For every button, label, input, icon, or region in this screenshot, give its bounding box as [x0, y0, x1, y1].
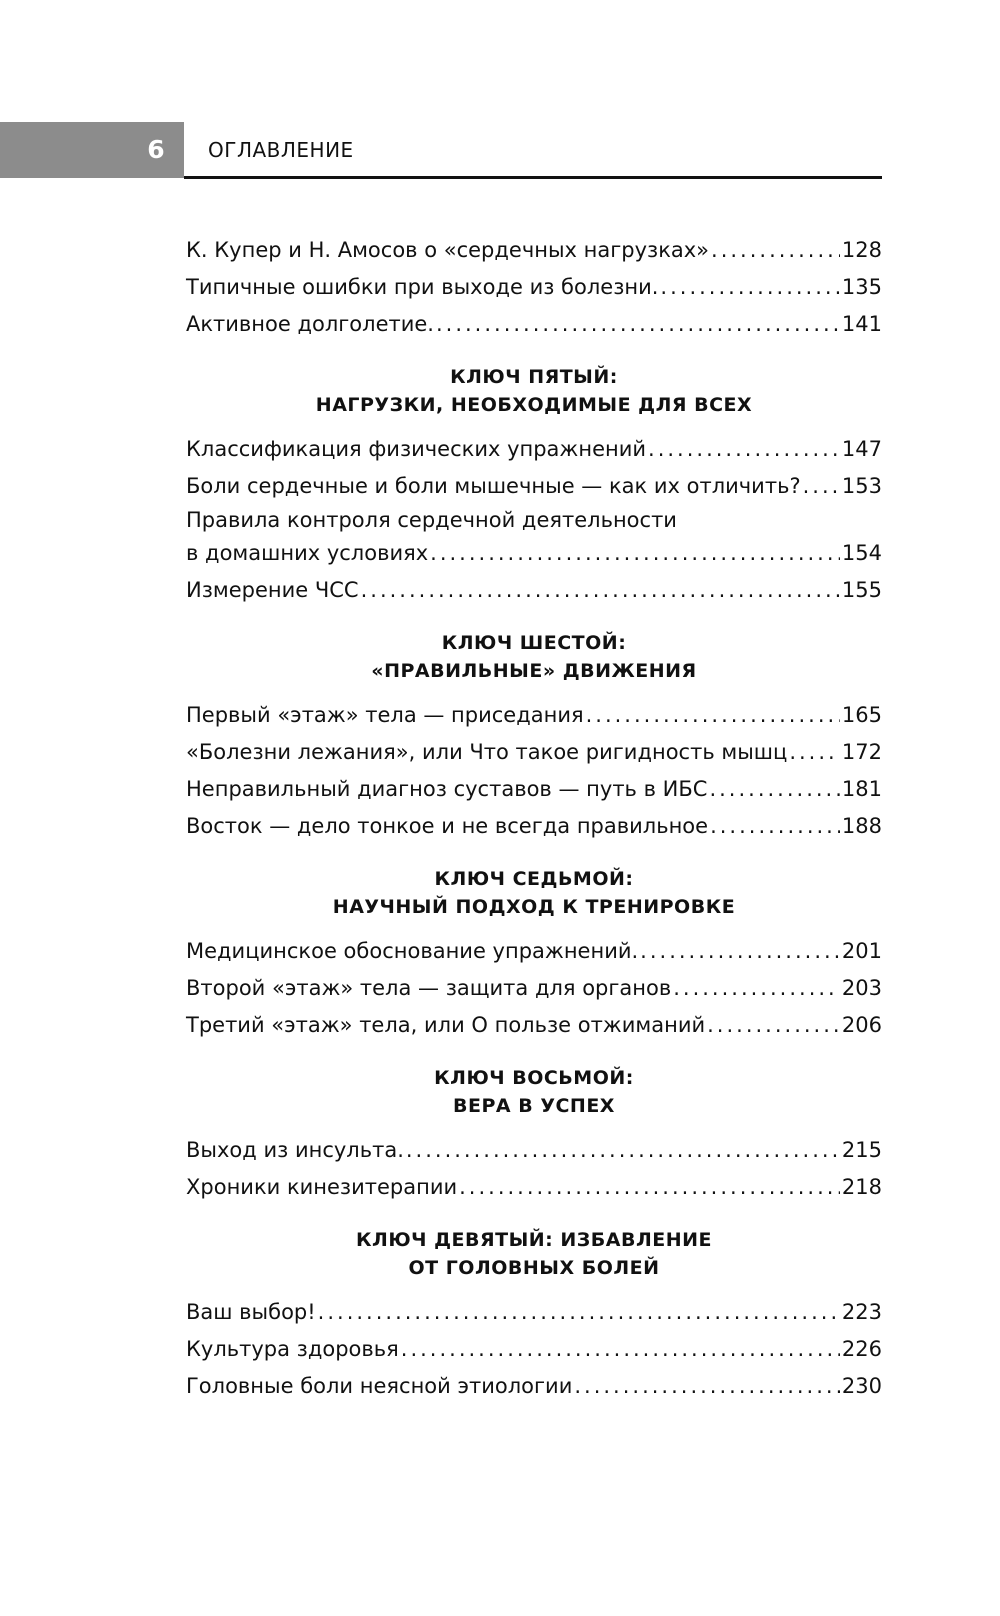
- toc-entry: [186, 572, 882, 609]
- toc-entry: [186, 1169, 882, 1206]
- toc-entry-title: «Болезни лежания», или Что такое ригидность мышц: [186, 740, 788, 764]
- dot-leader: [789, 734, 840, 771]
- dot-leader: [711, 232, 840, 269]
- dot-leader: [318, 1294, 840, 1331]
- toc-entry-page: 153: [841, 474, 882, 498]
- section-heading: [186, 629, 882, 685]
- section-heading-line2: НАГРУЗКИ, НЕОБХОДИМЫЕ ДЛЯ ВСЕХ: [315, 394, 753, 416]
- section-heading-line1: КЛЮЧ СЕДЬМОЙ:: [434, 868, 634, 890]
- toc-entry-title: Второй «этаж» тела — защита для органов: [186, 976, 672, 1000]
- section-heading: [186, 865, 882, 921]
- section-heading-line2: ОТ ГОЛОВНЫХ БОЛЕЙ: [408, 1257, 660, 1279]
- dot-leader: [709, 771, 839, 808]
- toc-entry: [186, 933, 882, 970]
- toc-entry-title: Боли сердечные и боли мышечные — как их отличить?: [186, 474, 801, 498]
- toc-entry-title: Первый «этаж» тела — приседания: [186, 703, 584, 727]
- toc-entry-page: 155: [841, 578, 882, 602]
- dot-leader: [660, 269, 839, 306]
- dot-leader: [459, 1169, 840, 1206]
- toc-entry-title: Культура здоровья: [186, 1337, 399, 1361]
- toc-entry-title: Классификация физических упражнений: [186, 437, 647, 461]
- toc-entry-page: 172: [841, 740, 882, 764]
- toc-entry-page: 203: [841, 976, 882, 1000]
- toc-entry-title: Хроники кинезитерапии: [186, 1175, 458, 1199]
- dot-leader: [673, 970, 840, 1007]
- toc-entry: [186, 1331, 882, 1368]
- toc-entry-title: Медицинское обоснование упражнений.: [186, 939, 639, 963]
- dot-leader: [710, 808, 840, 845]
- toc-entry-page: 188: [841, 814, 882, 838]
- toc-entry-title: Третий «этаж» тела, или О пользе отжиманий: [186, 1013, 706, 1037]
- toc-entry: [186, 1007, 882, 1044]
- toc-entry: [186, 232, 882, 269]
- dot-leader: [430, 535, 840, 572]
- toc-entry: [186, 808, 882, 845]
- toc-entry-page: 223: [841, 1300, 882, 1324]
- toc-entry: [186, 697, 882, 734]
- toc-entry: [186, 306, 882, 343]
- dot-leader: [586, 697, 840, 734]
- page-number: 6: [147, 135, 165, 164]
- section-heading: [186, 1226, 882, 1282]
- section-heading: [186, 363, 882, 419]
- section-heading-line1: КЛЮЧ ДЕВЯТЫЙ: ИЗБАВЛЕНИЕ: [356, 1229, 712, 1251]
- toc-entry: [186, 269, 882, 306]
- section-heading-line2: «ПРАВИЛЬНЫЕ» ДВИЖЕНИЯ: [371, 660, 697, 682]
- dot-leader: [707, 1007, 840, 1044]
- dot-leader: [574, 1368, 840, 1405]
- toc-entry: [186, 1132, 882, 1169]
- toc-entry-title: Головные боли неясной этиологии: [186, 1374, 573, 1398]
- section-heading-line2: ВЕРА В УСПЕХ: [453, 1095, 615, 1117]
- toc-entry: [186, 734, 882, 771]
- section-heading: [186, 1064, 882, 1120]
- dot-leader: [648, 431, 840, 468]
- toc-entry-title: Восток — дело тонкое и не всегда правильное: [186, 814, 709, 838]
- toc-entry-title: в домашних условиях: [186, 541, 429, 565]
- dot-leader: [436, 306, 840, 343]
- toc-entry-page: 141: [841, 312, 882, 336]
- toc-entry-title: Выход из инсульта.: [186, 1138, 404, 1162]
- toc-entry-page: 165: [841, 703, 882, 727]
- toc-entry-page: 154: [841, 541, 882, 565]
- toc-entry-title: Измерение ЧСС: [186, 578, 359, 602]
- toc-entry-page: 206: [841, 1013, 882, 1037]
- toc-entry: [186, 431, 882, 468]
- toc-entry-page: 128: [841, 238, 882, 262]
- table-of-contents: [186, 232, 882, 1405]
- toc-entry-page: 218: [841, 1175, 882, 1199]
- toc-entry-page: 181: [841, 777, 882, 801]
- section-heading-line1: КЛЮЧ ВОСЬМОЙ:: [434, 1067, 634, 1089]
- dot-leader: [401, 1331, 840, 1368]
- section-heading-line1: КЛЮЧ ПЯТЫЙ:: [450, 366, 618, 388]
- section-heading-line2: НАУЧНЫЙ ПОДХОД К ТРЕНИРОВКЕ: [332, 896, 736, 918]
- toc-entry-title: Типичные ошибки при выходе из болезни.: [186, 275, 659, 299]
- toc-entry-page: 230: [841, 1374, 882, 1398]
- toc-entry-page: 135: [841, 275, 882, 299]
- header-rule: [184, 176, 882, 179]
- dot-leader: [361, 572, 840, 609]
- toc-entry: [186, 771, 882, 808]
- dot-leader: [640, 933, 840, 970]
- toc-entry: [186, 505, 882, 572]
- toc-entry-title: К. Купер и Н. Амосов о «сердечных нагрузках»: [186, 238, 710, 262]
- toc-entry: [186, 1368, 882, 1405]
- dot-leader: [406, 1132, 840, 1169]
- running-title: ОГЛАВЛЕНИЕ: [208, 138, 354, 162]
- toc-entry-title: Неправильный диагноз суставов — путь в ИБС: [186, 777, 708, 801]
- toc-entry: [186, 468, 882, 505]
- toc-entry-title: Активное долголетие.: [186, 312, 434, 336]
- toc-entry-page: 226: [841, 1337, 882, 1361]
- section-heading-line1: КЛЮЧ ШЕСТОЙ:: [441, 632, 627, 654]
- toc-entry-page: 147: [841, 437, 882, 461]
- toc-entry-title-line1: Правила контроля сердечной деятельности: [186, 508, 677, 532]
- toc-entry-page: 201: [841, 939, 882, 963]
- toc-entry: [186, 1294, 882, 1331]
- dot-leader: [803, 468, 840, 505]
- toc-entry-title: Ваш выбор!: [186, 1300, 316, 1324]
- toc-entry: [186, 970, 882, 1007]
- toc-entry-page: 215: [841, 1138, 882, 1162]
